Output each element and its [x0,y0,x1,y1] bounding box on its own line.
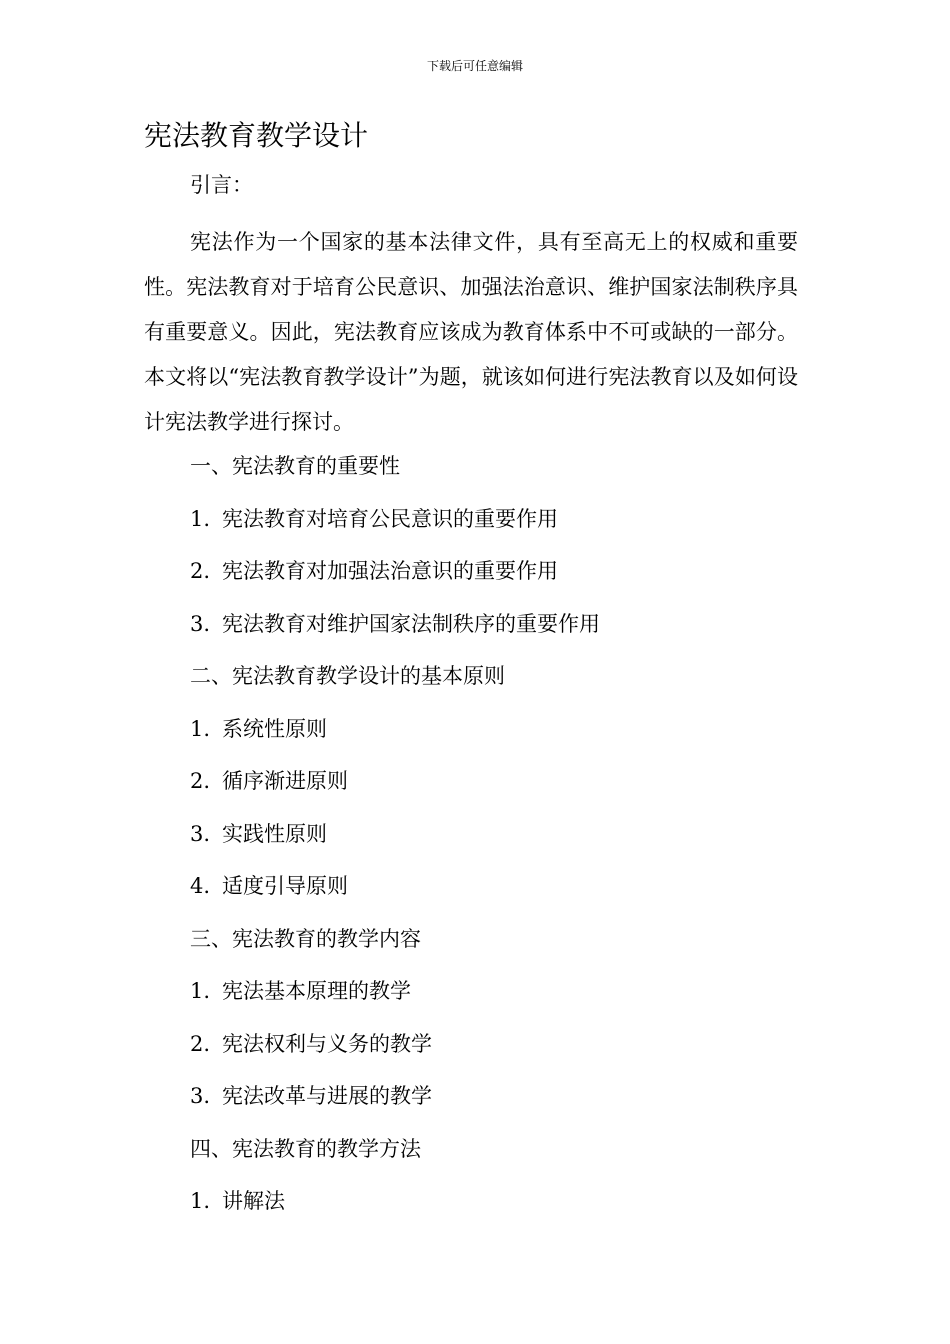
outline-item [190,711,600,764]
intro-label: 引言： [190,173,253,197]
item-number: 2. [190,559,211,583]
section-heading [190,448,600,501]
outline-text: 宪法教育对维护国家法制秩序的重要作用 [222,611,600,636]
outline-text: 实践性原则 [222,821,327,846]
item-number: 1. [190,716,211,741]
outline-text: 适度引导原则 [222,874,348,898]
section-heading [190,658,600,711]
outline-item [190,1078,600,1131]
document-title: 宪法教育教学设计 [144,119,369,152]
outline-text: 一、宪法教育的重要性 [190,454,400,478]
outline-item [190,606,600,659]
outline-text: 二、宪法教育教学设计的基本原则 [190,664,505,688]
outline-text: 宪法基本原理的教学 [222,979,411,1003]
intro-paragraph: 宪法作为一个国家的基本法律文件，具有至高无上的权威和重要性。宪法教育对于培育公民意识、加强法治意识、维护国家法制秩序具有重要意义。因此，宪法教育应该成为教育体系中不可或缺的一部分。本文将以“宪法教育教学设计”为题，就该如何进行宪法教育以及如何设计宪法教学进行探讨。 [144,230,798,434]
item-number: 3. [190,1084,211,1108]
outline-text: 循序渐进原则 [222,769,348,793]
outline-text: 讲解法 [222,1189,285,1213]
item-number: 1. [190,506,211,531]
item-number: 4. [190,874,211,898]
outline-text: 宪法教育对加强法治意识的重要作用 [222,559,558,583]
outline-item [190,816,600,869]
item-number: 1. [190,979,211,1003]
outline-item [190,501,600,554]
item-number: 3. [190,821,211,846]
item-number: 2. [190,1031,211,1056]
outline-text: 宪法改革与进展的教学 [222,1084,432,1108]
item-number: 2. [190,769,211,793]
outline-item [190,868,600,921]
outline-text: 宪法权利与义务的教学 [222,1031,432,1056]
outline-item [190,1183,600,1236]
outline-text: 四、宪法教育的教学方法 [190,1136,421,1161]
item-number: 1. [190,1189,211,1213]
outline-text: 系统性原则 [222,716,327,741]
header-note: 下载后可任意编辑 [426,59,523,73]
outline-text: 三、宪法教育的教学内容 [190,926,421,951]
item-number: 3. [190,611,211,636]
outline-list [190,448,600,1236]
outline-text: 宪法教育对培育公民意识的重要作用 [222,506,558,531]
section-heading [190,921,600,974]
outline-item [190,1026,600,1079]
outline-item [190,973,600,1026]
outline-item [190,763,600,816]
section-heading [190,1131,600,1184]
outline-item [190,553,600,606]
